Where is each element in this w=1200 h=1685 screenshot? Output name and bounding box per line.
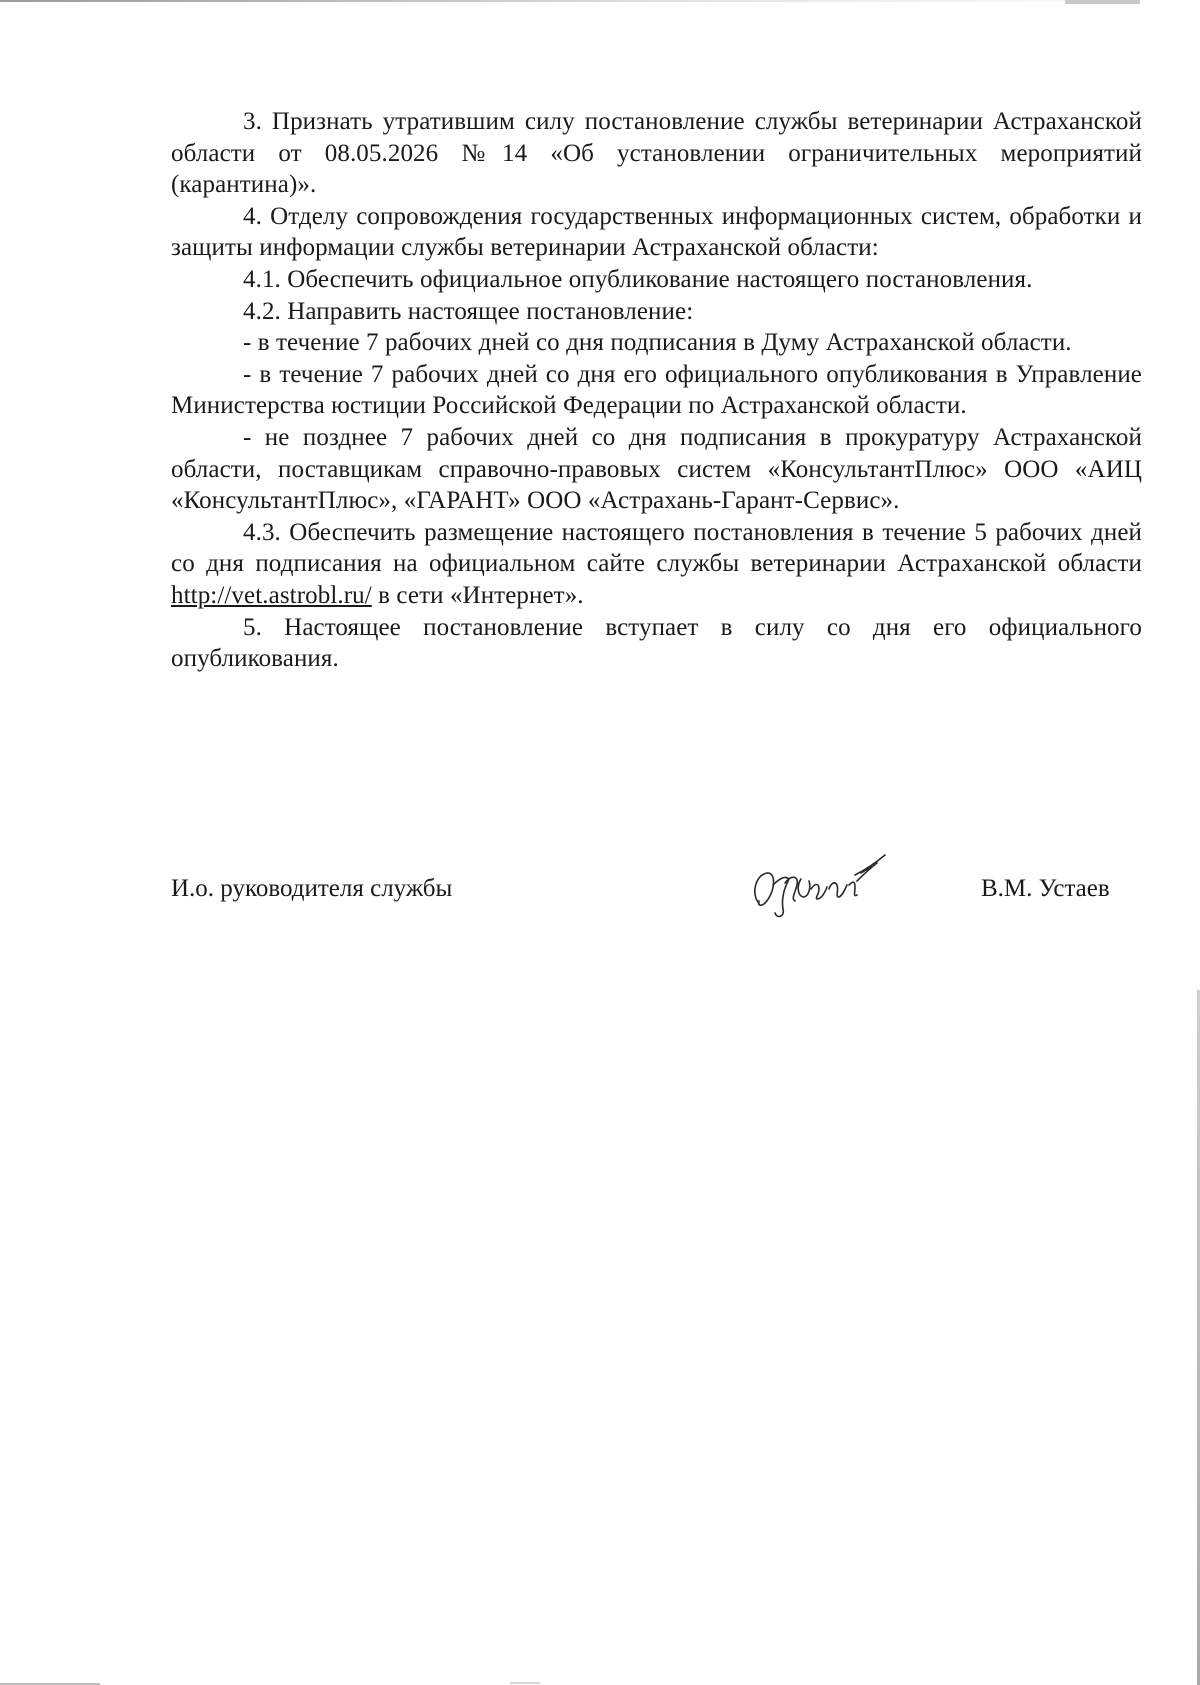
paragraph-4-3-tail: в сети «Интернет». [371,581,584,609]
signatory-name: В.М. Устаев [981,875,1110,902]
website-link[interactable]: http://vet.astrobl.ru/ [171,581,372,609]
paragraph-5: 5. Настоящее постановление вступает в силу со дня его официального опубликования. [171,613,1142,673]
paragraph-4-3-text: 4.3. Обеспечить размещение настоящего постановления в течение 5 рабочих дней со дня подписания на официальном сайте службы ветеринарии Астраханской области [171,518,1142,578]
scan-edge-bottom-mark [510,1682,540,1684]
paragraph-4-3 [171,517,1142,612]
handwritten-signature-icon [745,845,905,925]
paragraph-3: 3. Признать утратившим силу постановление службы ветеринарии Астраханской области от 08.05.2026 №14 «Об установлении ограничительных мероприятий (карантина)». [171,108,1142,199]
scan-edge-top-mark [1065,0,1140,4]
signatory-role: И.о. руководителя службы [171,875,453,902]
document-body [171,106,1142,675]
paragraph-4-1: 4.1. Обеспечить официальное опубликование настоящего постановления. [243,265,1033,293]
signature-block [171,865,1131,935]
paragraph-4: 4. Отделу сопровождения государственных информационных систем, обработки и защиты информации службы ветеринарии Астраханской области: [171,202,1142,262]
paragraph-4-2-justice: - в течение 7 рабочих дней со дня его официального опубликования в Управление Министерства юстиции Российской Федерации по Астраханской области. [171,360,1142,420]
paragraph-4-2-prosecutor: - не позднее 7 рабочих дней со дня подписания в прокуратуру Астраханской области, поставщикам справочно-правовых систем «КонсультантПлюс» ООО «АИЦ «КонсультантПлюс», «ГАРАНТ» ООО «Астрахань-Гарант-Сервис». [171,423,1142,515]
paragraph-4-2-duma: - в течение 7 рабочих дней со дня подписания в Думу Астраханской области. [243,329,1072,357]
paragraph-4-2: 4.2. Направить настоящее постановление: [243,297,694,325]
scan-edge-top [0,0,1160,2]
